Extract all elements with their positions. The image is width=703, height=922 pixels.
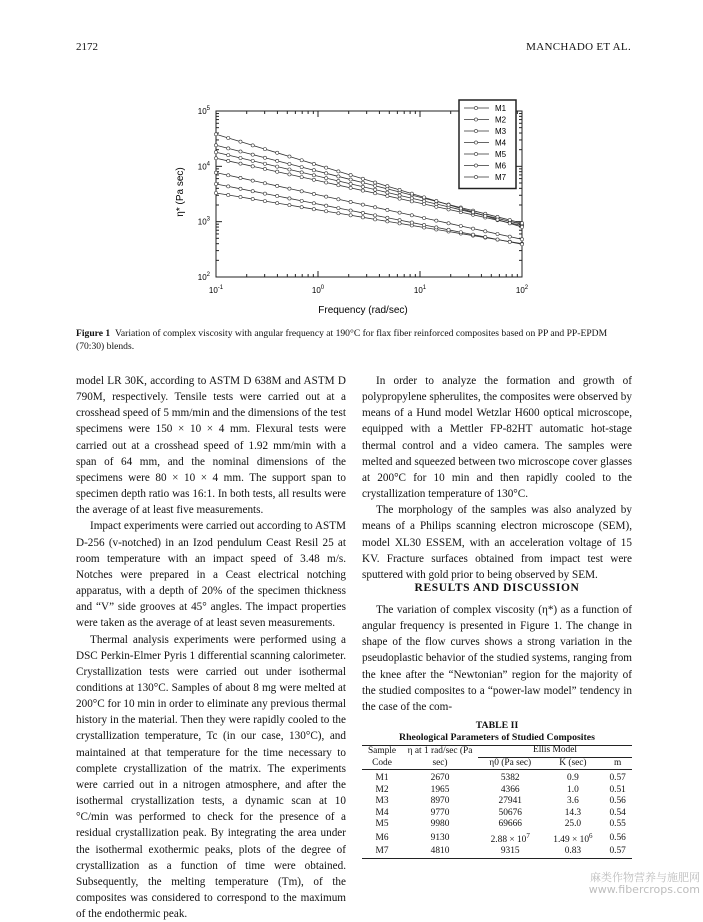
data-point-M3 xyxy=(276,170,279,173)
series-line-M2 xyxy=(216,184,522,244)
data-point-M2 xyxy=(251,190,254,193)
table-cell: 0.57 xyxy=(603,846,632,858)
rheology-table xyxy=(362,745,632,859)
data-point-M4 xyxy=(276,165,279,168)
table-cell: 50676 xyxy=(478,808,542,820)
data-point-M7 xyxy=(337,198,340,201)
data-point-M6 xyxy=(520,225,523,228)
data-point-M1 xyxy=(300,206,303,209)
header-k: K (sec) xyxy=(542,757,603,770)
legend-entry-M1: M1 xyxy=(495,104,507,113)
data-point-M2 xyxy=(312,202,315,205)
data-point-M2 xyxy=(300,199,303,202)
data-point-M6 xyxy=(484,214,487,217)
data-point-M3 xyxy=(325,181,328,184)
data-point-M4 xyxy=(374,188,377,191)
y-axis-label: η* (Pa sec) xyxy=(175,167,186,216)
data-point-M7 xyxy=(459,224,462,227)
legend-marker xyxy=(474,129,477,132)
data-point-M2 xyxy=(410,221,413,224)
data-point-M5 xyxy=(349,178,352,181)
data-point-M6 xyxy=(251,144,254,147)
data-point-M7 xyxy=(312,192,315,195)
paragraph: In order to analyze the formation and growth of polypropylene spherulites, the composites were observed by means of a Hund model Wetzlar H600 optical microscope, equipped with a Mettler FP-82HT automatic hot-stage thermal control and a video camera. The samples were melted and squeezed between two microscope cover glasses at 200°C for 10 min and then rapidly cooled to the crystallization temperature of 130°C. xyxy=(362,373,632,502)
legend-marker xyxy=(474,164,477,167)
data-point-M5 xyxy=(508,218,511,221)
data-point-M1 xyxy=(349,214,352,217)
data-point-M7 xyxy=(520,238,523,241)
viscosity-chart xyxy=(0,0,703,320)
data-point-M3 xyxy=(386,194,389,197)
data-point-M1 xyxy=(361,216,364,219)
results-column xyxy=(362,602,632,715)
data-point-M6 xyxy=(496,218,499,221)
legend-marker xyxy=(474,118,477,121)
table-cell: 0.51 xyxy=(603,785,632,797)
data-point-M6 xyxy=(312,162,315,165)
data-point-M2 xyxy=(520,243,523,246)
data-point-M4 xyxy=(337,179,340,182)
data-point-M6 xyxy=(227,136,230,139)
y-tick-label: $10^3$ xyxy=(198,217,211,227)
data-point-M1 xyxy=(214,191,217,194)
data-point-M4 xyxy=(239,156,242,159)
data-point-M4 xyxy=(251,159,254,162)
paragraph: The variation of complex viscosity (η*) as a function of angular frequency is presented in Figure 1. The change in shape of the flow curves shows a strong variation in the pseudoplastic behavior of the studied systems, ranging from the knee after the “Newtonian” region for the majority of the studied composites to a “power-law model” tendency in the case of the com- xyxy=(362,602,632,715)
data-point-M6 xyxy=(337,170,340,173)
table-cell: M3 xyxy=(362,796,402,808)
data-point-M2 xyxy=(471,233,474,236)
header-eta1: η at 1 rad/sec (Pa sec) xyxy=(402,745,478,770)
table-cell: 69666 xyxy=(478,819,542,831)
data-point-M6 xyxy=(361,177,364,180)
page-number: 2172 xyxy=(76,41,98,53)
data-point-M3 xyxy=(300,175,303,178)
data-point-M2 xyxy=(508,240,511,243)
table-cell: 0.55 xyxy=(603,819,632,831)
table-cell: 1965 xyxy=(402,785,478,797)
watermark: 麻类作物营养与施肥网 www.fibercrops.com xyxy=(560,872,700,896)
data-point-M7 xyxy=(325,195,328,198)
data-point-M3 xyxy=(361,189,364,192)
data-point-M1 xyxy=(276,202,279,205)
table-cell: 2670 xyxy=(402,770,478,785)
data-point-M7 xyxy=(496,232,499,235)
legend-entry-M7: M7 xyxy=(495,173,507,182)
header-eta0: η0 (Pa sec) xyxy=(478,757,542,770)
x-tick-label: $10^{-1}$ xyxy=(209,285,224,295)
data-point-M5 xyxy=(288,162,291,165)
data-point-M5 xyxy=(276,159,279,162)
data-point-M3 xyxy=(239,162,242,165)
data-point-M6 xyxy=(459,207,462,210)
data-point-M3 xyxy=(337,184,340,187)
data-point-M7 xyxy=(288,187,291,190)
data-point-M6 xyxy=(508,222,511,225)
data-point-M4 xyxy=(349,182,352,185)
table-cell: 8970 xyxy=(402,796,478,808)
data-point-M6 xyxy=(300,159,303,162)
data-point-M2 xyxy=(398,219,401,222)
data-point-M4 xyxy=(410,197,413,200)
legend-marker xyxy=(474,152,477,155)
data-point-M2 xyxy=(325,204,328,207)
paragraph: The morphology of the samples was also analyzed by means of a Philips scanning electron microscope (SEM), model XL30 ESSEM, with an acceleration voltage of 15 KV. Fracture surfaces obtained from impact test were sputtered with gold prior to being observed by SEM. xyxy=(362,502,632,583)
data-point-M3 xyxy=(263,167,266,170)
table-cell: 27941 xyxy=(478,796,542,808)
data-point-M1 xyxy=(398,222,401,225)
table-cell: 4810 xyxy=(402,846,478,858)
data-point-M2 xyxy=(337,207,340,210)
header-ellis: Ellis Model xyxy=(478,745,632,757)
data-point-M1 xyxy=(374,218,377,221)
data-point-M5 xyxy=(312,169,315,172)
table-title: TABLE II Rheological Parameters of Studied Composites xyxy=(362,720,632,744)
data-point-M5 xyxy=(325,172,328,175)
data-point-M3 xyxy=(251,165,254,168)
legend-marker xyxy=(474,175,477,178)
legend-entry-M5: M5 xyxy=(495,150,507,159)
table-cell: $1.49 \times 10^6$ xyxy=(542,831,603,847)
table-cell: 9980 xyxy=(402,819,478,831)
data-point-M2 xyxy=(349,209,352,212)
data-point-M4 xyxy=(214,151,217,154)
data-point-M1 xyxy=(386,220,389,223)
data-point-M2 xyxy=(374,214,377,217)
data-point-M4 xyxy=(386,191,389,194)
data-point-M4 xyxy=(288,168,291,171)
data-point-M4 xyxy=(300,171,303,174)
data-point-M1 xyxy=(239,195,242,198)
data-point-M7 xyxy=(263,182,266,185)
data-point-M6 xyxy=(288,155,291,158)
data-point-M2 xyxy=(361,211,364,214)
data-point-M7 xyxy=(276,184,279,187)
figure-label: Figure 1 xyxy=(76,328,110,339)
table-row xyxy=(362,846,632,858)
table-cell: 4366 xyxy=(478,785,542,797)
data-point-M7 xyxy=(374,206,377,209)
table-cell: M6 xyxy=(362,831,402,847)
data-point-M6 xyxy=(374,181,377,184)
paragraph: model LR 30K, according to ASTM D 638M and ASTM D 790M, respectively. Tensile tests were carried out at a crosshead speed of 5 mm/min and the dimensions of the test specimens were 150 × 10 × 4 mm. Flexural tests were carried out at a crosshead speed of 1.92 mm/min with a span of 64 mm, and the nominal dimensions of the specimens were 80 × 10 × 4 mm. The support span to specimen depth ratio was 16:1. In both tests, all results were the average of at least five measurements. xyxy=(76,373,346,518)
data-point-M2 xyxy=(459,231,462,234)
table-cell: 1.0 xyxy=(542,785,603,797)
data-point-M1 xyxy=(251,197,254,200)
data-point-M6 xyxy=(398,188,401,191)
data-point-M1 xyxy=(325,210,328,213)
table-cell: M4 xyxy=(362,808,402,820)
data-point-M2 xyxy=(276,194,279,197)
data-point-M2 xyxy=(227,185,230,188)
data-point-M6 xyxy=(263,147,266,150)
data-point-M1 xyxy=(337,212,340,215)
legend-entry-M4: M4 xyxy=(495,139,507,148)
data-point-M4 xyxy=(325,177,328,180)
data-point-M6 xyxy=(276,151,279,154)
table-row xyxy=(362,770,632,785)
data-point-M7 xyxy=(471,227,474,230)
legend-marker xyxy=(474,141,477,144)
data-point-M5 xyxy=(227,147,230,150)
data-point-M4 xyxy=(398,194,401,197)
data-point-M7 xyxy=(239,176,242,179)
data-point-M7 xyxy=(300,190,303,193)
table-cell: 0.57 xyxy=(603,770,632,785)
data-point-M7 xyxy=(251,179,254,182)
data-point-M5 xyxy=(361,181,364,184)
data-point-M2 xyxy=(422,223,425,226)
table-cell: 9770 xyxy=(402,808,478,820)
table-cell: 0.54 xyxy=(603,808,632,820)
table-cell: 0.56 xyxy=(603,796,632,808)
data-point-M3 xyxy=(214,157,217,160)
data-point-M3 xyxy=(312,178,315,181)
data-point-M6 xyxy=(471,211,474,214)
data-point-M5 xyxy=(374,184,377,187)
data-point-M7 xyxy=(484,230,487,233)
data-point-M7 xyxy=(361,203,364,206)
table-cell: 0.83 xyxy=(542,846,603,858)
data-point-M6 xyxy=(239,140,242,143)
paragraph: Impact experiments were carried out according to ASTM D-256 (v-notched) in an Izod pendulum Ceast Resil 25 at room temperature with an impact speed of 3.48 m/s. Notches were prepared in a Ceast electrical notching apparatus, with a depth of 20% of the specimen thickness and “V” side grooves at 45° angles. The impact properties were taken as the average of at least seven measurements. xyxy=(76,518,346,631)
data-point-M7 xyxy=(398,211,401,214)
data-point-M6 xyxy=(410,192,413,195)
data-point-M2 xyxy=(447,228,450,231)
running-title: MANCHADO ET AL. xyxy=(526,41,631,53)
data-point-M7 xyxy=(214,171,217,174)
data-point-M5 xyxy=(263,156,266,159)
figure-caption xyxy=(76,327,636,353)
table-cell: M2 xyxy=(362,785,402,797)
data-point-M5 xyxy=(251,153,254,156)
table-cell: $2.88 \times 10^7$ xyxy=(478,831,542,847)
table-cell: M5 xyxy=(362,819,402,831)
left-column xyxy=(76,373,346,922)
data-point-M2 xyxy=(214,182,217,185)
x-axis-label: Frequency (rad/sec) xyxy=(318,305,407,316)
data-point-M6 xyxy=(386,185,389,188)
data-point-M5 xyxy=(300,165,303,168)
data-point-M2 xyxy=(263,192,266,195)
data-point-M3 xyxy=(398,197,401,200)
table-cell: 0.56 xyxy=(603,831,632,847)
table-cell: 9315 xyxy=(478,846,542,858)
data-point-M5 xyxy=(214,144,217,147)
data-point-M4 xyxy=(263,162,266,165)
figure-caption-text: Variation of complex viscosity with angular frequency at 190°C for flax fiber reinforced composites based on PP and PP-EPDM (70:30) blends. xyxy=(76,328,607,352)
data-point-M4 xyxy=(227,153,230,156)
table-cell: 14.3 xyxy=(542,808,603,820)
data-point-M7 xyxy=(410,214,413,217)
table-row xyxy=(362,831,632,847)
data-point-M3 xyxy=(349,186,352,189)
data-point-M7 xyxy=(508,235,511,238)
data-point-M1 xyxy=(263,199,266,202)
legend-entry-M6: M6 xyxy=(495,162,507,171)
data-point-M4 xyxy=(361,185,364,188)
legend-entry-M3: M3 xyxy=(495,127,507,136)
data-point-M6 xyxy=(422,196,425,199)
data-point-M3 xyxy=(227,159,230,162)
y-tick-label: $10^4$ xyxy=(198,161,211,171)
data-point-M5 xyxy=(239,150,242,153)
paragraph: Thermal analysis experiments were performed using a DSC Perkin-Elmer Pyris 1 differential scanning calorimeter. Crystallization tests were carried out under isothermal conditions at 130°C. Samples of about 8 mg were melted at 200°C for 10 min in order to eliminate any previous thermal history in the material. Then they were rapidly cooled to the crystallization temperature, Tc (in our case, 130°C), and maintained at that temperature for the time necessary to complete crystallization of the matrix. The experiments were carried out in a nitrogen atmosphere, and after the isothermal crystallization tests, a dynamic scan at 10 °C/min was performed to check for the presence of a residual crystallization peak. By integrating the area under the isothermal exothermic peaks, plots of the degree of crystallization as a function of time were obtained. Subsequently, the melting temperature (Tm), of the composites was considered to correspond to the maximum of the endothermic peak. xyxy=(76,632,346,922)
series-line-M1 xyxy=(216,193,522,244)
data-point-M6 xyxy=(214,133,217,136)
data-point-M7 xyxy=(435,219,438,222)
data-point-M5 xyxy=(520,222,523,225)
legend-marker xyxy=(474,106,477,109)
data-point-M7 xyxy=(349,200,352,203)
table-cell: M1 xyxy=(362,770,402,785)
data-point-M4 xyxy=(312,174,315,177)
y-tick-label: $10^2$ xyxy=(198,272,211,282)
data-point-M6 xyxy=(349,173,352,176)
table-row xyxy=(362,796,632,808)
table-row xyxy=(362,785,632,797)
data-point-M3 xyxy=(374,192,377,195)
data-point-M5 xyxy=(337,175,340,178)
table-row xyxy=(362,808,632,820)
data-point-M2 xyxy=(288,197,291,200)
data-point-M3 xyxy=(410,200,413,203)
data-point-M7 xyxy=(227,174,230,177)
table-cell: 3.6 xyxy=(542,796,603,808)
table-cell: M7 xyxy=(362,846,402,858)
data-point-M3 xyxy=(288,173,291,176)
data-point-M2 xyxy=(435,226,438,229)
data-point-M6 xyxy=(435,199,438,202)
legend xyxy=(459,100,516,189)
x-tick-label: $10^0$ xyxy=(312,285,325,295)
data-point-M6 xyxy=(325,166,328,169)
data-point-M2 xyxy=(239,187,242,190)
y-tick-label: $10^5$ xyxy=(198,106,211,116)
x-tick-label: $10^2$ xyxy=(516,285,529,295)
section-heading: RESULTS AND DISCUSSION xyxy=(362,582,632,594)
data-point-M2 xyxy=(484,235,487,238)
header-m: m xyxy=(603,757,632,770)
table-cell: 9130 xyxy=(402,831,478,847)
table-cell: 0.9 xyxy=(542,770,603,785)
data-point-M2 xyxy=(386,216,389,219)
data-point-M7 xyxy=(422,216,425,219)
data-point-M1 xyxy=(227,193,230,196)
table-cell: 25.0 xyxy=(542,819,603,831)
header-sample: Sample Code xyxy=(362,745,402,770)
data-point-M6 xyxy=(447,203,450,206)
data-point-M2 xyxy=(496,238,499,241)
legend-box xyxy=(459,100,516,189)
table-cell: 5382 xyxy=(478,770,542,785)
right-column xyxy=(362,373,632,583)
data-point-M7 xyxy=(447,222,450,225)
table-row xyxy=(362,819,632,831)
legend-entry-M2: M2 xyxy=(495,116,507,125)
data-point-M7 xyxy=(386,208,389,211)
data-point-M1 xyxy=(312,208,315,211)
data-point-M1 xyxy=(288,204,291,207)
x-tick-label: $10^1$ xyxy=(414,285,427,295)
